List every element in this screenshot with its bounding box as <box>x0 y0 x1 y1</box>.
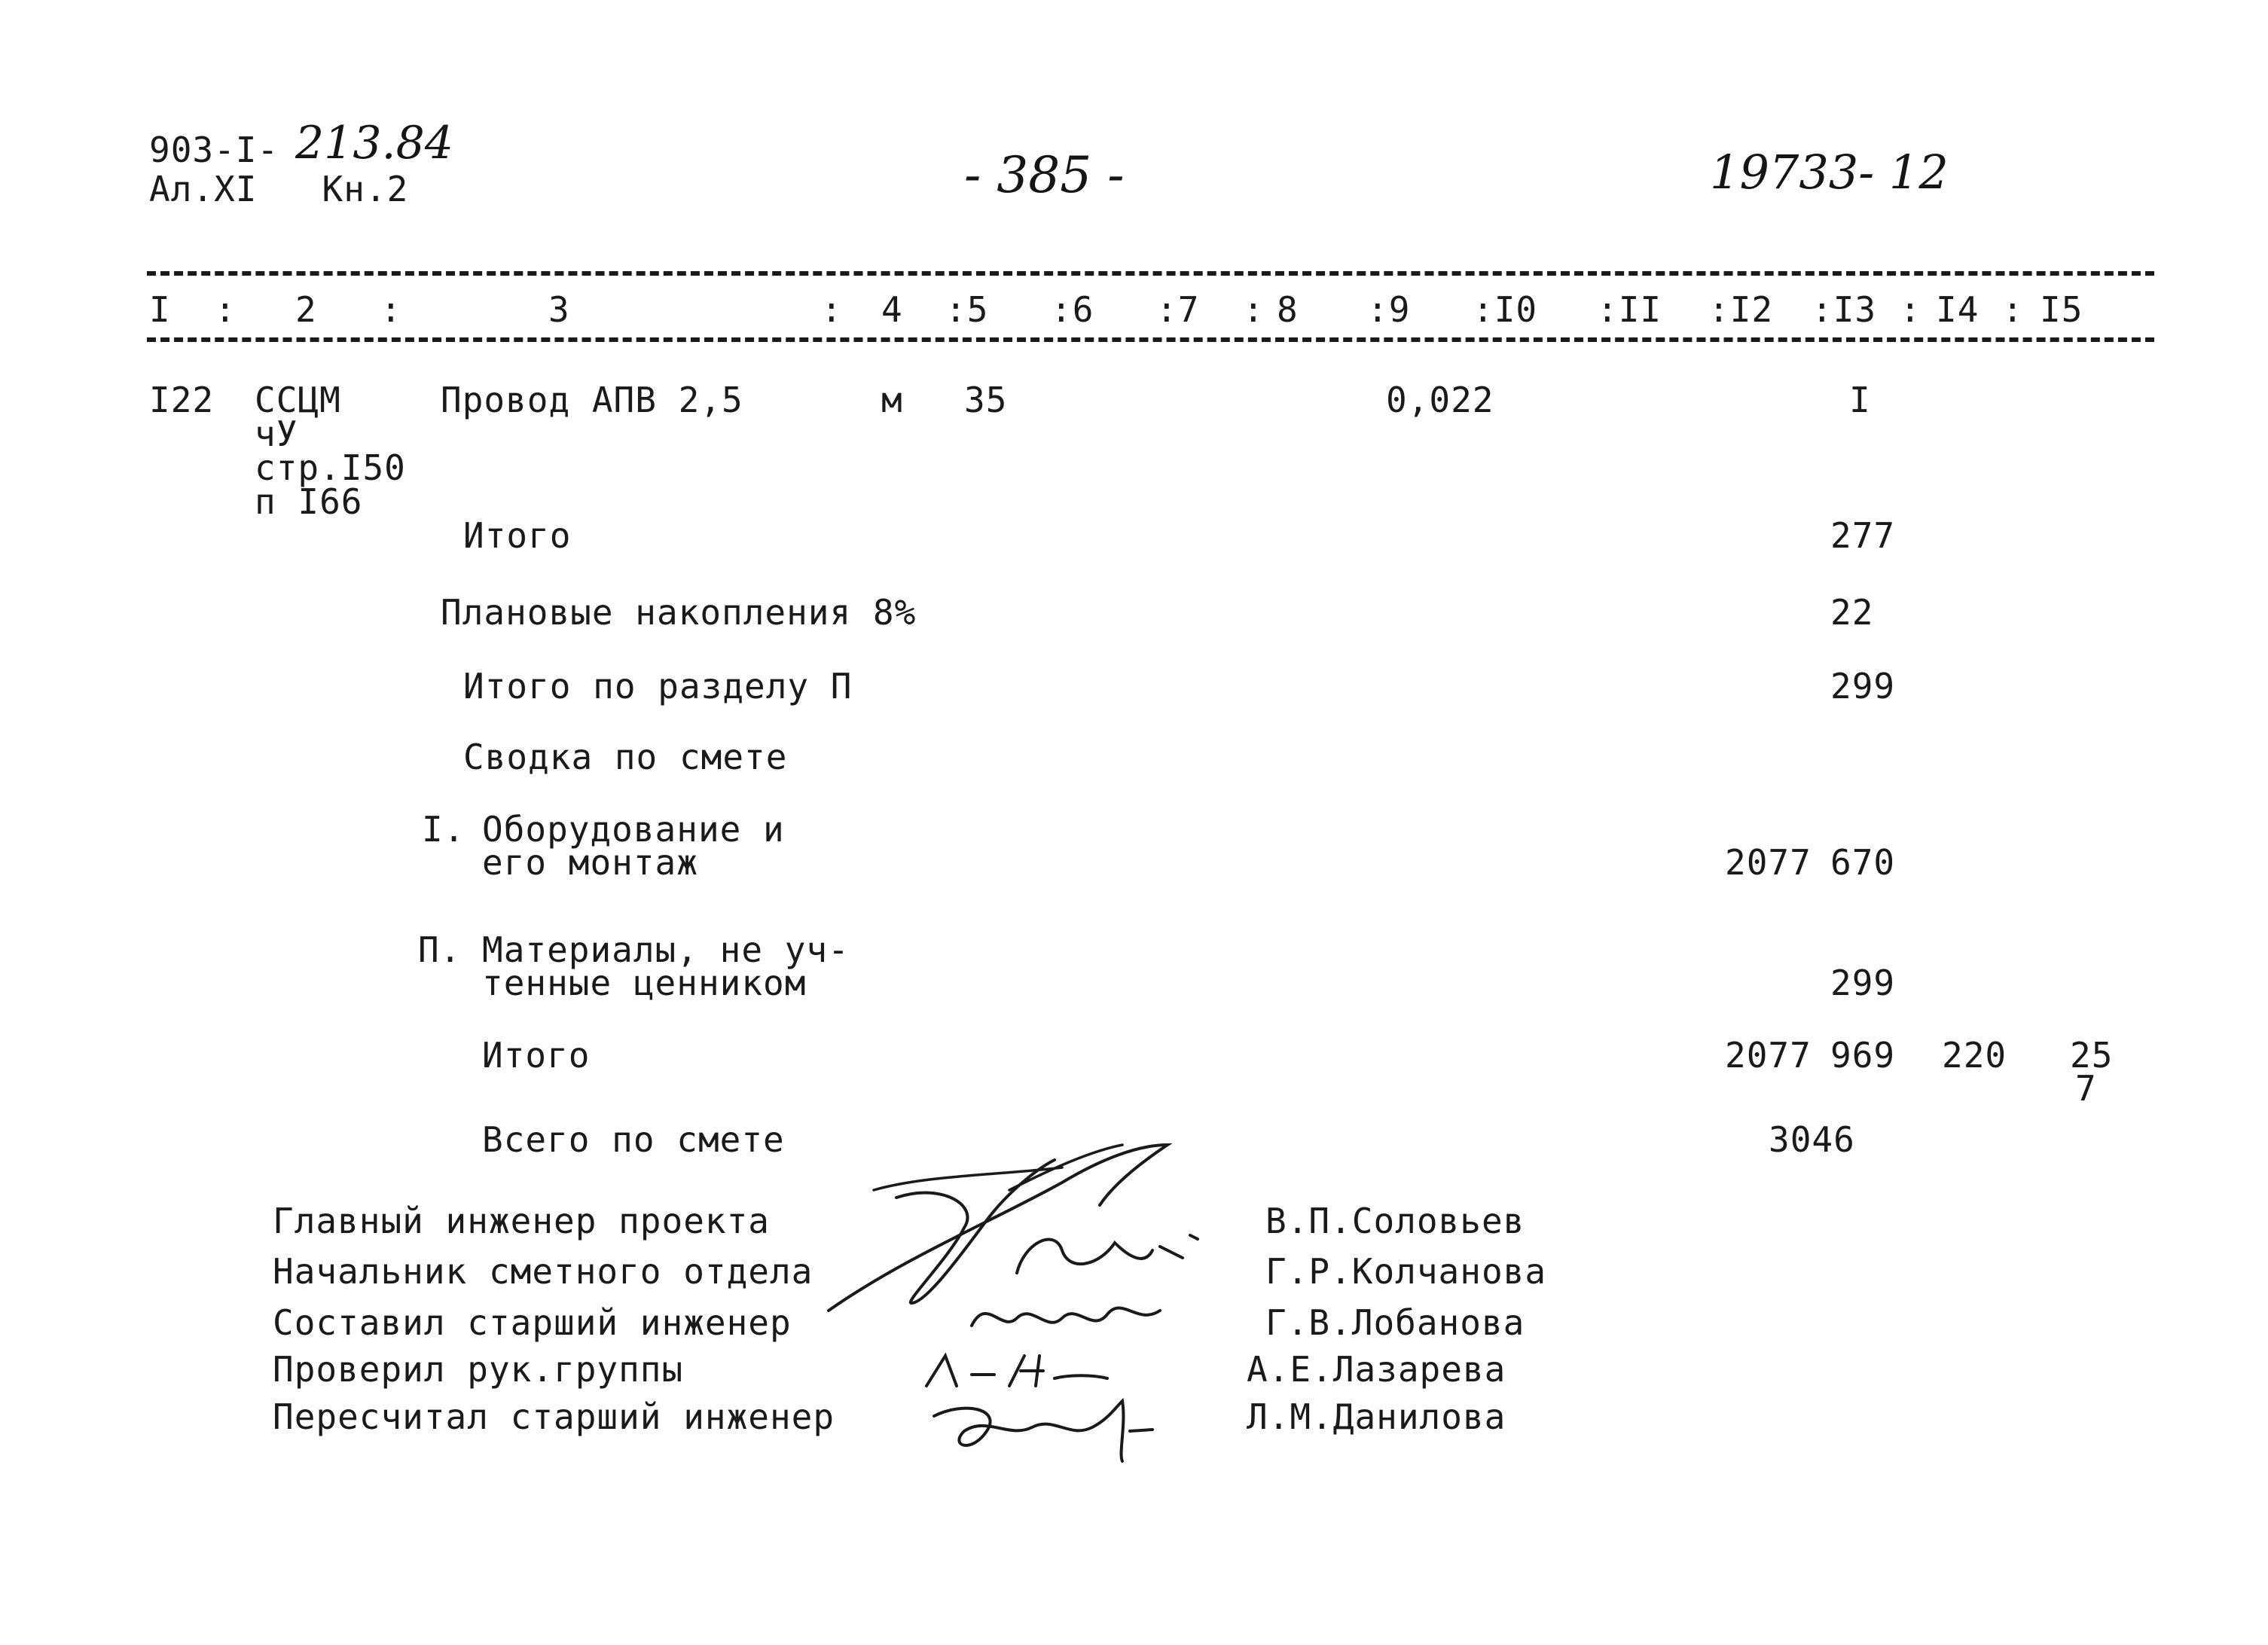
col-sep: : <box>2002 289 2024 330</box>
summary-value: 22 <box>1830 592 1874 633</box>
signatory-role: Составил старший инженер <box>273 1302 792 1343</box>
summary-value: 277 <box>1830 515 1896 556</box>
signatory-name: А.Е.Лазарева <box>1247 1349 1506 1390</box>
signatory-name: В.П.Соловьев <box>1265 1201 1525 1241</box>
signatory-name: Г.Р.Колчанова <box>1265 1251 1547 1292</box>
summary-label: Итого по разделу П <box>463 666 853 707</box>
row-code-line: п I66 <box>255 481 363 522</box>
summary-value: 7 <box>2075 1068 2097 1109</box>
col-8: 8 <box>1277 289 1299 330</box>
col-sep: : <box>380 289 402 330</box>
summary-value: 299 <box>1830 963 1896 1003</box>
col-2: 2 <box>295 289 317 330</box>
col-9: :9 <box>1367 289 1411 330</box>
page-number: - 385 - <box>964 146 1125 204</box>
col-6: :6 <box>1051 289 1094 330</box>
summary-value: 2077 <box>1725 842 1812 883</box>
row-col13-value: I <box>1849 380 1871 420</box>
summary-label: Материалы, не уч- <box>482 929 850 970</box>
summary-value: 220 <box>1942 1035 2007 1076</box>
col-14: I4 <box>1936 289 1980 330</box>
col-3: 3 <box>548 289 570 330</box>
summary-heading: Сводка по смете <box>463 737 788 777</box>
summary-label: Оборудование и <box>482 809 785 850</box>
row-quantity: 35 <box>964 380 1008 420</box>
summary-item-prefix: I. <box>422 809 466 850</box>
row-code-line: ССЦМ <box>255 380 341 420</box>
col-7: :7 <box>1156 289 1200 330</box>
summary-label: Плановые накопления 8% <box>441 592 917 633</box>
doc-code-prefix: 903-I- <box>149 130 279 170</box>
col-1: I <box>149 289 171 330</box>
summary-label: Итого <box>463 515 572 556</box>
row-unit: м <box>881 380 903 420</box>
signatory-role: Пересчитал старший инженер <box>273 1396 835 1437</box>
col-15: I5 <box>2040 289 2083 330</box>
col-11: :II <box>1597 289 1662 330</box>
row-col9-value: 0,022 <box>1386 380 1494 420</box>
doc-volume-book: Ал.XI Кн.2 <box>149 169 409 209</box>
reference-number: 19733- 12 <box>1710 145 1949 200</box>
summary-value: 299 <box>1830 666 1896 707</box>
header-rule-top <box>147 271 2154 276</box>
header-rule-bottom <box>147 337 2154 342</box>
summary-label: Итого <box>482 1035 591 1076</box>
summary-value: 3046 <box>1769 1119 1855 1160</box>
col-5: :5 <box>945 289 989 330</box>
signatory-name: Г.В.Лобанова <box>1265 1302 1525 1343</box>
summary-value: 2077 <box>1725 1035 1812 1076</box>
col-sep: : <box>821 289 843 330</box>
col-12: :I2 <box>1708 289 1774 330</box>
col-13: :I3 <box>1812 289 1877 330</box>
summary-label: тенные ценником <box>482 963 807 1003</box>
summary-item-prefix: П. <box>418 929 462 970</box>
summary-value: 969 <box>1830 1035 1896 1076</box>
summary-label: Всего по смете <box>482 1119 785 1160</box>
row-code-line: чУ <box>255 414 298 454</box>
signature-recalc-engineer <box>919 1386 1175 1469</box>
signatory-role: Начальник сметного отдела <box>273 1251 813 1292</box>
summary-label: его монтаж <box>482 842 698 883</box>
col-4: 4 <box>881 289 903 330</box>
col-sep: : <box>215 289 237 330</box>
row-name: Провод АПВ 2,5 <box>441 380 743 420</box>
col-10: :I0 <box>1473 289 1538 330</box>
signatory-role: Проверил рук.группы <box>273 1349 684 1390</box>
row-code-line: стр.I50 <box>255 447 406 488</box>
summary-value: 670 <box>1830 842 1896 883</box>
doc-code-handwritten: 213.84 <box>295 117 453 169</box>
summary-value: 25 <box>2070 1035 2114 1076</box>
signatory-role: Главный инженер проекта <box>273 1201 770 1241</box>
signatory-name: Л.М.Данилова <box>1247 1396 1506 1437</box>
signature-senior-engineer <box>957 1280 1183 1348</box>
row-number: I22 <box>149 380 215 420</box>
col-sep: : <box>1900 289 1922 330</box>
col-sep: : <box>1243 289 1265 330</box>
